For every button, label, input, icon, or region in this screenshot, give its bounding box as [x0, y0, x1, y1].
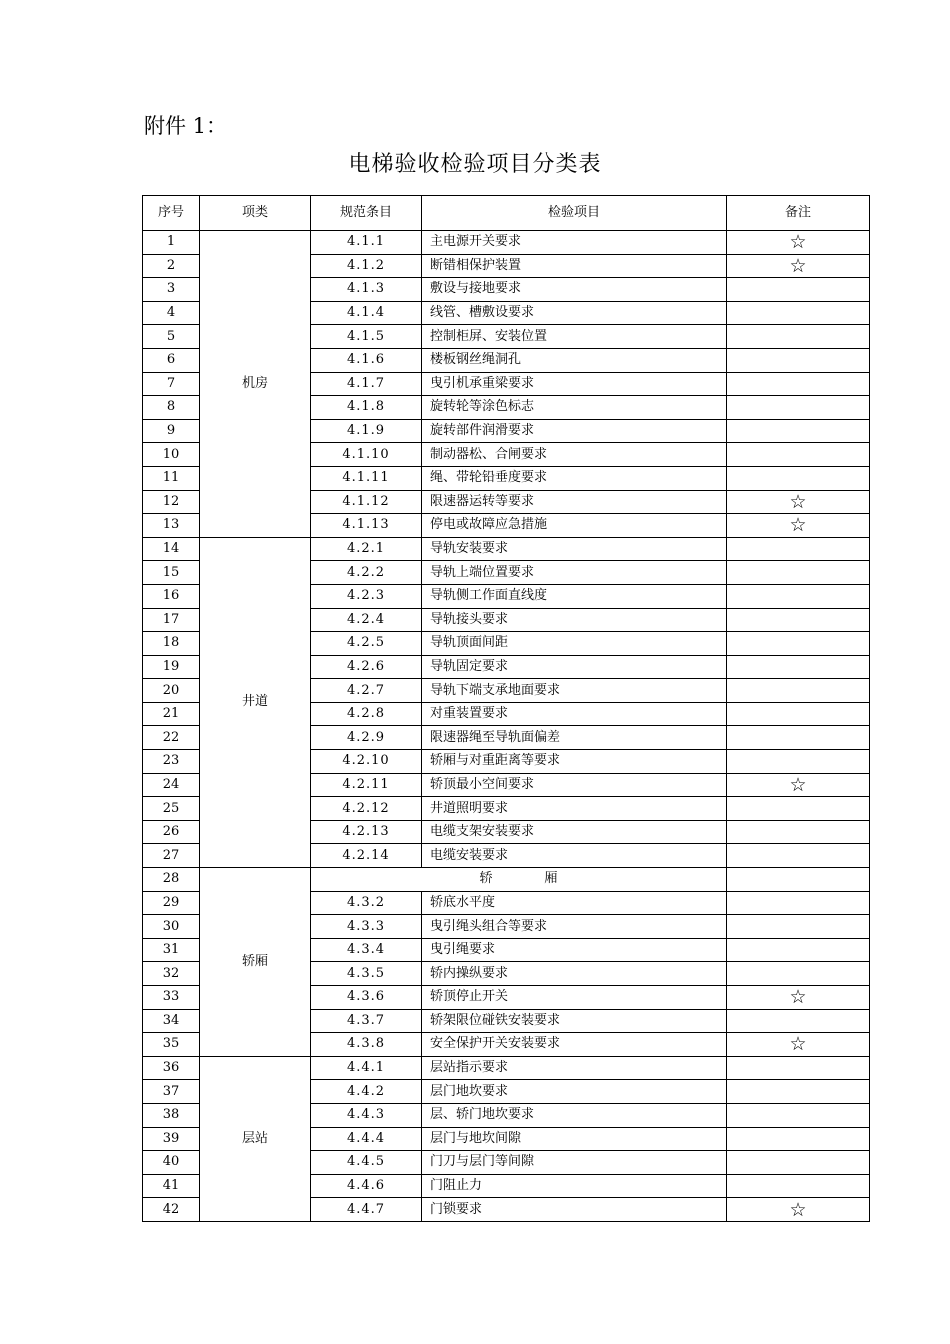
row-note — [727, 773, 870, 797]
inspection-table — [142, 195, 870, 1222]
row-note — [727, 537, 870, 561]
row-seq: 16 — [143, 584, 200, 608]
row-seq: 26 — [143, 820, 200, 844]
row-clause: 4.4.5 — [311, 1151, 422, 1175]
row-note — [727, 1033, 870, 1057]
row-note — [727, 396, 870, 420]
row-category: 层站 — [200, 1056, 311, 1221]
row-note — [727, 348, 870, 372]
row-item: 导轨安装要求 — [422, 537, 727, 561]
row-clause: 4.3.6 — [311, 986, 422, 1010]
row-item: 旋转轮等涂色标志 — [422, 396, 727, 420]
row-note — [727, 1198, 870, 1222]
row-note — [727, 938, 870, 962]
row-note — [727, 278, 870, 302]
row-seq: 14 — [143, 537, 200, 561]
row-note — [727, 915, 870, 939]
row-item: 对重装置要求 — [422, 702, 727, 726]
row-note — [727, 1151, 870, 1175]
row-note — [727, 443, 870, 467]
row-note — [727, 466, 870, 490]
row-item: 门锁要求 — [422, 1198, 727, 1222]
row-item: 导轨固定要求 — [422, 655, 727, 679]
row-item: 断错相保护装置 — [422, 254, 727, 278]
row-item: 电缆安装要求 — [422, 844, 727, 868]
row-item: 轿架限位碰铁安装要求 — [422, 1009, 727, 1033]
row-clause: 4.4.1 — [311, 1056, 422, 1080]
row-clause: 4.4.6 — [311, 1174, 422, 1198]
row-item: 导轨侧工作面直线度 — [422, 584, 727, 608]
row-seq: 12 — [143, 490, 200, 514]
row-seq: 23 — [143, 750, 200, 774]
row-seq: 38 — [143, 1103, 200, 1127]
row-item: 层、轿门地坎要求 — [422, 1103, 727, 1127]
row-seq: 39 — [143, 1127, 200, 1151]
row-seq: 11 — [143, 466, 200, 490]
row-clause: 4.2.8 — [311, 702, 422, 726]
row-item: 导轨顶面间距 — [422, 632, 727, 656]
row-seq: 19 — [143, 655, 200, 679]
row-note — [727, 797, 870, 821]
row-seq: 4 — [143, 301, 200, 325]
table-row — [143, 868, 870, 892]
row-clause: 4.2.11 — [311, 773, 422, 797]
row-seq: 3 — [143, 278, 200, 302]
row-clause: 4.2.14 — [311, 844, 422, 868]
table-row — [143, 1056, 870, 1080]
row-seq: 21 — [143, 702, 200, 726]
row-clause: 4.2.7 — [311, 679, 422, 703]
row-item: 导轨接头要求 — [422, 608, 727, 632]
row-note — [727, 1127, 870, 1151]
row-note — [727, 820, 870, 844]
row-seq: 33 — [143, 986, 200, 1010]
row-clause: 4.4.3 — [311, 1103, 422, 1127]
row-note — [727, 1174, 870, 1198]
row-item: 轿顶停止开关 — [422, 986, 727, 1010]
row-item: 主电源开关要求 — [422, 231, 727, 255]
row-seq: 29 — [143, 891, 200, 915]
star-icon: ☆ — [789, 514, 807, 537]
row-clause: 4.2.4 — [311, 608, 422, 632]
star-icon: ☆ — [789, 490, 807, 513]
row-item: 轿顶最小空间要求 — [422, 773, 727, 797]
row-seq: 10 — [143, 443, 200, 467]
star-icon: ☆ — [789, 1033, 807, 1056]
row-seq: 41 — [143, 1174, 200, 1198]
row-clause: 4.1.1 — [311, 231, 422, 255]
row-clause: 4.2.12 — [311, 797, 422, 821]
row-item: 曳引绳要求 — [422, 938, 727, 962]
row-clause: 4.1.8 — [311, 396, 422, 420]
row-clause: 4.1.5 — [311, 325, 422, 349]
row-clause: 4.1.12 — [311, 490, 422, 514]
row-seq: 36 — [143, 1056, 200, 1080]
row-note — [727, 514, 870, 538]
row-seq: 37 — [143, 1080, 200, 1104]
row-seq: 20 — [143, 679, 200, 703]
row-item: 曳引绳头组合等要求 — [422, 915, 727, 939]
row-item: 停电或故障应急措施 — [422, 514, 727, 538]
row-item: 门刀与层门等间隙 — [422, 1151, 727, 1175]
row-seq: 6 — [143, 348, 200, 372]
attachment-label: 附件 1： — [144, 114, 228, 138]
row-clause: 4.1.3 — [311, 278, 422, 302]
row-clause: 4.3.5 — [311, 962, 422, 986]
star-icon: ☆ — [789, 254, 807, 277]
row-note — [727, 679, 870, 703]
row-seq: 7 — [143, 372, 200, 396]
row-seq: 18 — [143, 632, 200, 656]
row-clause: 4.3.4 — [311, 938, 422, 962]
row-seq: 17 — [143, 608, 200, 632]
header-category: 项类 — [200, 196, 311, 231]
row-seq: 30 — [143, 915, 200, 939]
row-clause: 4.1.11 — [311, 466, 422, 490]
row-clause: 4.2.1 — [311, 537, 422, 561]
row-seq: 5 — [143, 325, 200, 349]
row-clause: 4.2.3 — [311, 584, 422, 608]
row-clause: 4.2.6 — [311, 655, 422, 679]
row-item: 导轨下端支承地面要求 — [422, 679, 727, 703]
row-clause: 4.4.7 — [311, 1198, 422, 1222]
row-item: 轿内操纵要求 — [422, 962, 727, 986]
row-item: 电缆支架安装要求 — [422, 820, 727, 844]
row-category: 轿厢 — [200, 868, 311, 1057]
row-seq: 24 — [143, 773, 200, 797]
table-body — [143, 231, 870, 1222]
star-icon: ☆ — [789, 773, 807, 796]
row-note — [727, 561, 870, 585]
row-note — [727, 1009, 870, 1033]
star-icon: ☆ — [789, 1198, 807, 1221]
row-item: 控制柜屏、安装位置 — [422, 325, 727, 349]
row-clause: 4.1.7 — [311, 372, 422, 396]
row-item: 轿厢与对重距离等要求 — [422, 750, 727, 774]
row-seq: 25 — [143, 797, 200, 821]
row-seq: 28 — [143, 868, 200, 892]
row-clause: 4.4.2 — [311, 1080, 422, 1104]
row-item: 线管、槽敷设要求 — [422, 301, 727, 325]
row-item: 曳引机承重梁要求 — [422, 372, 727, 396]
row-note — [727, 868, 870, 892]
row-note — [727, 655, 870, 679]
row-seq: 27 — [143, 844, 200, 868]
row-seq: 1 — [143, 231, 200, 255]
row-note — [727, 632, 870, 656]
row-note — [727, 844, 870, 868]
row-category: 井道 — [200, 537, 311, 867]
row-clause: 4.1.2 — [311, 254, 422, 278]
table-row — [143, 231, 870, 255]
row-item: 井道照明要求 — [422, 797, 727, 821]
row-seq: 9 — [143, 419, 200, 443]
row-seq: 35 — [143, 1033, 200, 1057]
row-note — [727, 702, 870, 726]
row-item: 限速器运转等要求 — [422, 490, 727, 514]
row-clause: 4.1.9 — [311, 419, 422, 443]
row-seq: 22 — [143, 726, 200, 750]
header-item: 检验项目 — [422, 196, 727, 231]
row-seq: 34 — [143, 1009, 200, 1033]
row-note — [727, 490, 870, 514]
row-seq: 2 — [143, 254, 200, 278]
row-item: 轿底水平度 — [422, 891, 727, 915]
row-note — [727, 254, 870, 278]
row-category: 机房 — [200, 231, 311, 538]
row-note — [727, 231, 870, 255]
row-clause: 4.3.2 — [311, 891, 422, 915]
row-item: 敷设与接地要求 — [422, 278, 727, 302]
row-note — [727, 301, 870, 325]
row-seq: 31 — [143, 938, 200, 962]
row-seq: 42 — [143, 1198, 200, 1222]
page-title: 电梯验收检验项目分类表 — [348, 152, 602, 177]
row-seq: 13 — [143, 514, 200, 538]
row-note — [727, 1103, 870, 1127]
row-clause: 4.3.7 — [311, 1009, 422, 1033]
row-note — [727, 419, 870, 443]
row-seq: 40 — [143, 1151, 200, 1175]
row-note — [727, 1080, 870, 1104]
row-clause: 4.1.10 — [311, 443, 422, 467]
row-note — [727, 726, 870, 750]
row-clause: 4.3.8 — [311, 1033, 422, 1057]
row-item: 楼板钢丝绳洞孔 — [422, 348, 727, 372]
row-clause: 4.4.4 — [311, 1127, 422, 1151]
header-seq: 序号 — [143, 196, 200, 231]
row-note — [727, 608, 870, 632]
row-note — [727, 891, 870, 915]
row-note — [727, 372, 870, 396]
row-item: 旋转部件润滑要求 — [422, 419, 727, 443]
row-note — [727, 584, 870, 608]
row-seq: 15 — [143, 561, 200, 585]
row-clause: 4.1.4 — [311, 301, 422, 325]
row-note — [727, 325, 870, 349]
table-row — [143, 537, 870, 561]
row-item: 层门地坎要求 — [422, 1080, 727, 1104]
table-header-row — [143, 196, 870, 231]
row-item: 层门与地坎间隙 — [422, 1127, 727, 1151]
row-merged-label: 轿 厢 — [311, 868, 727, 892]
row-item: 绳、带轮铅垂度要求 — [422, 466, 727, 490]
header-clause: 规范条目 — [311, 196, 422, 231]
row-clause: 4.1.13 — [311, 514, 422, 538]
row-note — [727, 986, 870, 1010]
row-item: 安全保护开关安装要求 — [422, 1033, 727, 1057]
row-item: 导轨上端位置要求 — [422, 561, 727, 585]
row-clause: 4.2.10 — [311, 750, 422, 774]
star-icon: ☆ — [789, 986, 807, 1009]
row-clause: 4.2.13 — [311, 820, 422, 844]
row-item: 层站指示要求 — [422, 1056, 727, 1080]
row-seq: 32 — [143, 962, 200, 986]
row-clause: 4.1.6 — [311, 348, 422, 372]
row-clause: 4.3.3 — [311, 915, 422, 939]
row-seq: 8 — [143, 396, 200, 420]
row-item: 门阻止力 — [422, 1174, 727, 1198]
row-item: 限速器绳至导轨面偏差 — [422, 726, 727, 750]
row-clause: 4.2.9 — [311, 726, 422, 750]
row-item: 制动器松、合闸要求 — [422, 443, 727, 467]
header-note: 备注 — [727, 196, 870, 231]
row-note — [727, 1056, 870, 1080]
row-clause: 4.2.2 — [311, 561, 422, 585]
star-icon: ☆ — [789, 231, 807, 254]
row-note — [727, 962, 870, 986]
row-clause: 4.2.5 — [311, 632, 422, 656]
row-note — [727, 750, 870, 774]
